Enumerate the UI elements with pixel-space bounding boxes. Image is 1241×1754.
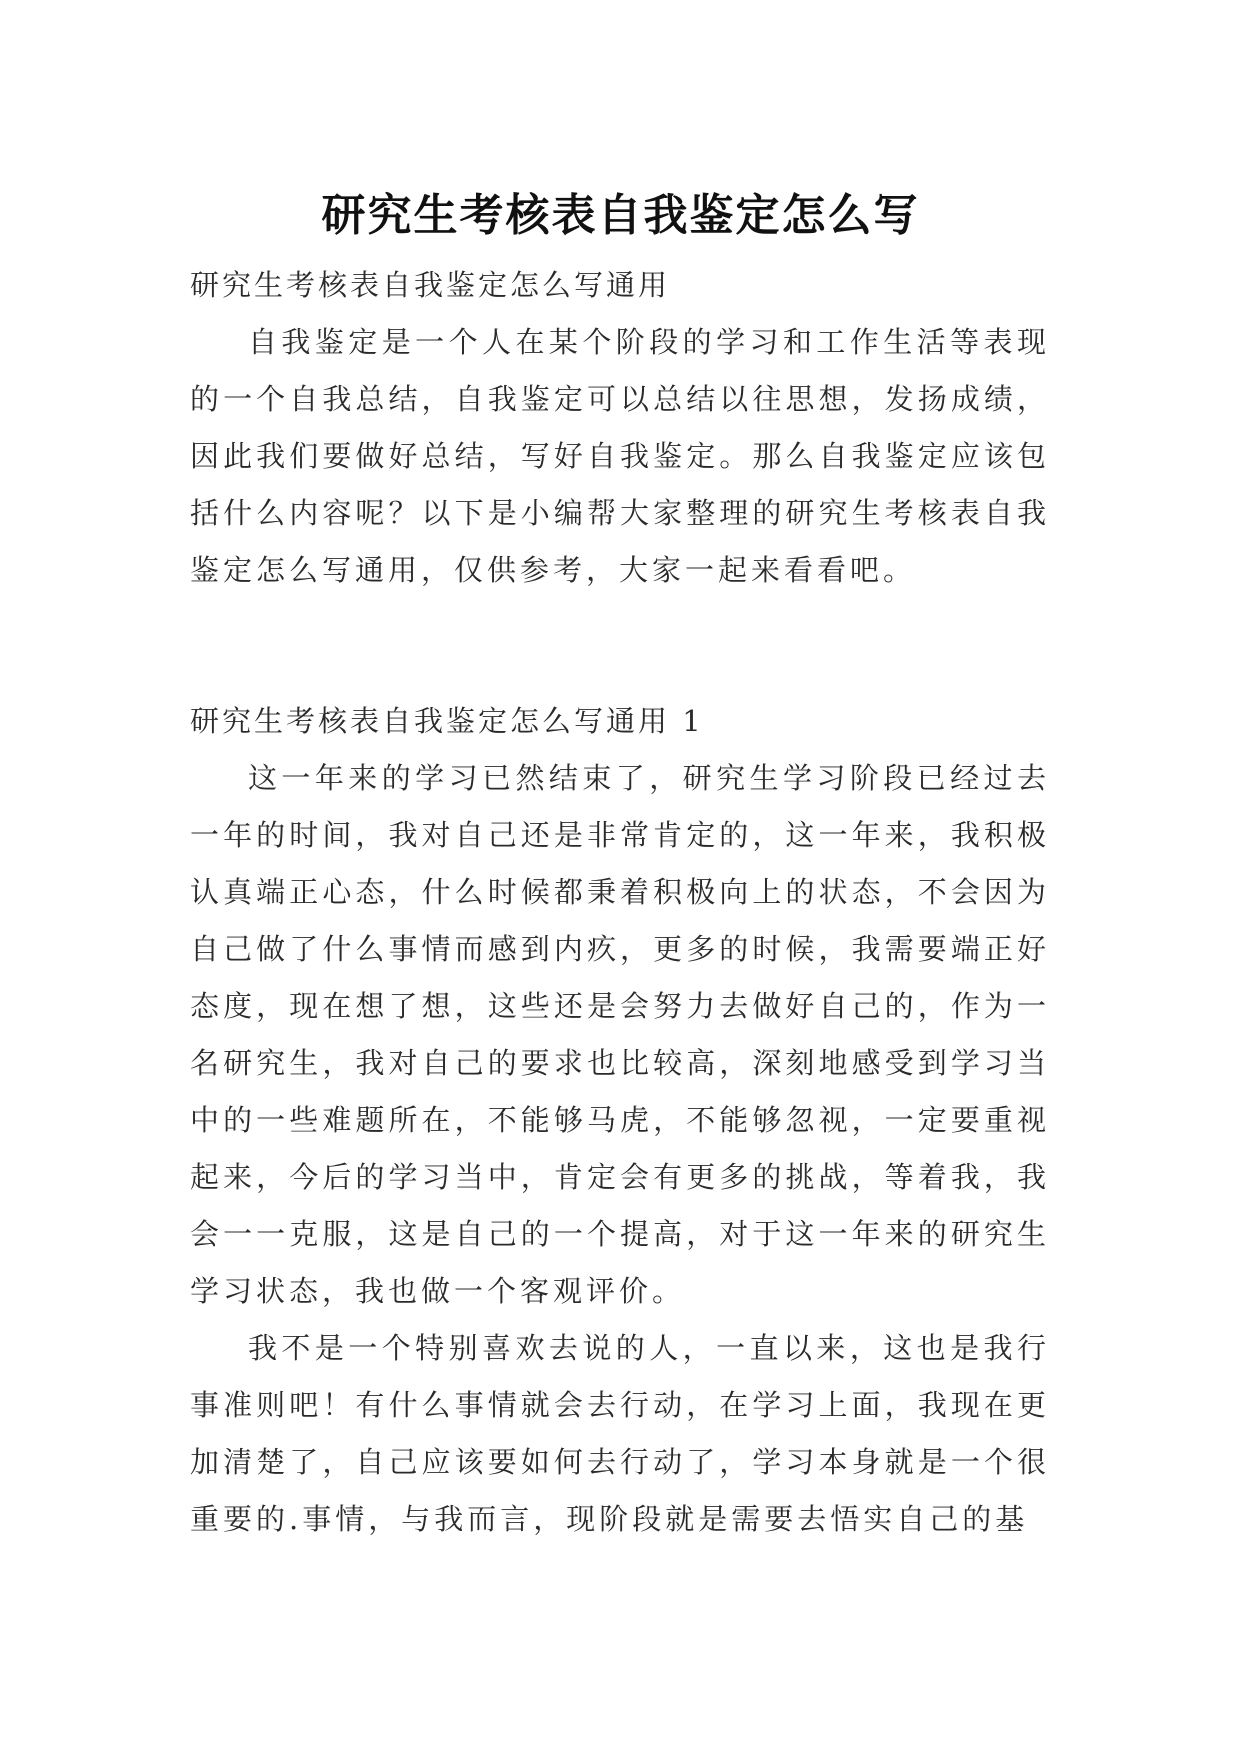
section-1-paragraph-2: 我不是一个特别喜欢去说的人，一直以来，这也是我行事准则吧！有什么事情就会去行动，在学习上面，我现在更加清楚了，自己应该要如何去行动了，学习本身就是一个很重要的.事情，与我而言，现阶段就是需要去悟实自己的基	[190, 1331, 1050, 1536]
intro-heading: 研究生考核表自我鉴定怎么写通用	[190, 268, 671, 302]
intro-paragraph: 自我鉴定是一个人在某个阶段的学习和工作生活等表现的一个自我总结，自我鉴定可以总结以往思想，发扬成绩，因此我们要做好总结，写好自我鉴定。那么自我鉴定应该包括什么内容呢？以下是小编帮大家整理的研究生考核表自我鉴定怎么写通用，仅供参考，大家一起来看看吧。	[190, 325, 1050, 587]
section-1	[190, 693, 1050, 1548]
intro-section	[190, 257, 1050, 599]
page-title: 研究生考核表自我鉴定怎么写	[321, 190, 920, 242]
section-1-paragraph-1: 这一年来的学习已然结束了，研究生学习阶段已经过去一年的时间，我对自己还是非常肯定的，这一年来，我积极认真端正心态，什么时候都秉着积极向上的状态，不会因为自己做了什么事情而感到内疚，更多的时候，我需要端正好态度，现在想了想，这些还是会努力去做好自己的，作为一名研究生，我对自己的要求也比较高，深刻地感受到学习当中的一些难题所在，不能够马虎，不能够忽视，一定要重视起来，今后的学习当中，肯定会有更多的挑战，等着我，我会一一克服，这是自己的一个提高，对于这一年来的研究生学习状态，我也做一个客观评价。	[190, 761, 1050, 1308]
section-1-heading: 研究生考核表自我鉴定怎么写通用 1	[190, 704, 704, 738]
